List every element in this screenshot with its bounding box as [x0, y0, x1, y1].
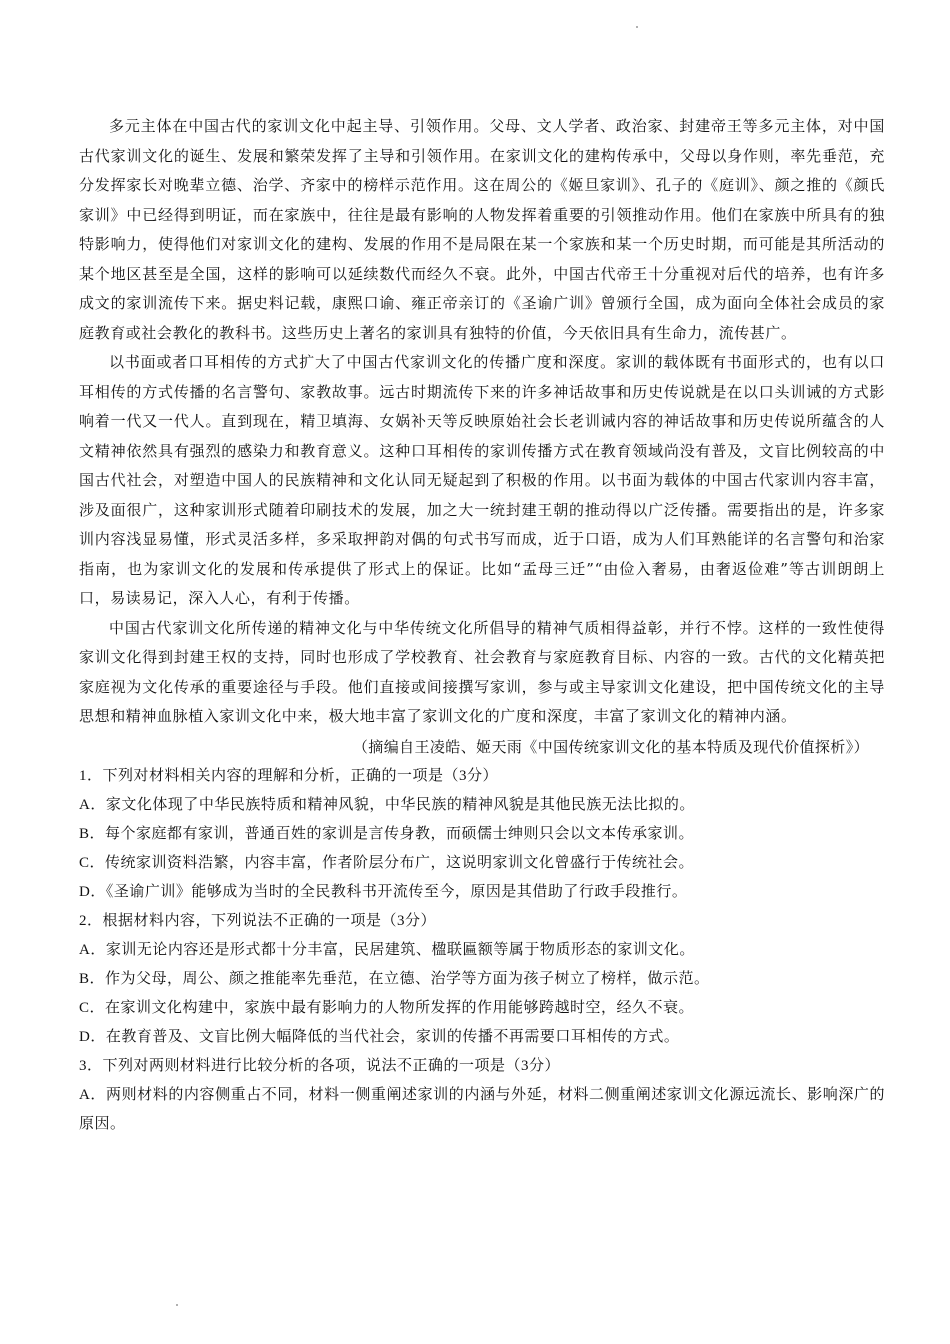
option-d: D．在教育普及、文盲比例大幅降低的当代社会，家训的传播不再需要口耳相传的方式。 — [79, 1028, 680, 1045]
passage-paragraph-3: 中国古代家训文化所传递的精神文化与中华传统文化所倡导的精神气质相得益彰，并行不悖。这样的一致性使得家训文化得到封建王权的支持，同时也形成了学校教育、社会教育与家庭教育目标、内容的一致。古代的文化精英把家庭视为文化传承的重要途径与手段。他们直接或间接撰写家训，参与或主导家训文化建设，把中国传统文化的主导思想和精神血脉植入家训文化中来，极大地丰富了家训文化的广度和深度，丰富了家训文化的精神内涵。 — [79, 618, 885, 725]
passage-source: （摘编自王凌皓、姬天雨《中国传统家训文化的基本特质及现代价值探析》） — [352, 737, 869, 756]
passage-paragraph-2: 以书面或者口耳相传的方式扩大了中国古代家训文化的传播广度和深度。家训的载体既有书面形式的，也有以口耳相传的方式传播的名言警句、家教故事。远古时期流传下来的许多神话故事和历史传说就是在以口头训诫的方式影响着一代又一代人。直到现在，精卫填海、女娲补天等反映原始社会长老训诫内容的神话故事和历史传说所蕴含的人文精神依然具有强烈的感染力和教育意义。这种口耳相传的家训传播方式在教育领域尚没有普及，文盲比例较高的中国古代社会，对塑造中国人的民族精神和文化认同无疑起到了积极的作用。以书面为载体的中国古代家训内容丰富，涉及面很广，这种家训形式随着印刷技术的发展，加之大一统封建王朝的推动得以广泛传播。需要指出的是，许多家训内容浅显易懂，形式灵活多样，多采取押韵对偶的句式书写而成，近于口语，成为人们耳熟能详的名言警句和治家指南，也为家训文化的发展和传承提供了形式上的保证。比如“孟母三迁”“由俭入奢易，由奢返俭难”等古训朗朗上口，易读易记，深入人心，有利于传播。 — [79, 353, 885, 607]
reading-passage — [79, 112, 885, 762]
question-stem: 1．下列对材料相关内容的理解和分析，正确的一项是（3分） — [79, 767, 499, 784]
option-c: C．在家训文化构建中，家族中最有影响力的人物所发挥的作用能够跨越时空，经久不衰。 — [79, 999, 695, 1016]
option-a: A．两则材料的内容侧重占不同，材料一侧重阐述家训的内涵与外延，材料二侧重阐述家训文化源远流长、影响深广的原因。 — [79, 1086, 885, 1132]
question-1 — [79, 762, 885, 907]
option-a: A．家文化体现了中华民族特质和精神风貌，中华民族的精神风貌是其他民族无法比拟的。 — [79, 796, 695, 813]
question-3 — [79, 1052, 885, 1139]
scan-speck — [636, 26, 638, 28]
passage-paragraph-1: 多元主体在中国古代的家训文化中起主导、引领作用。父母、文人学者、政治家、封建帝王等多元主体，对中国古代家训文化的诞生、发展和繁荣发挥了主导和引领作用。在家训文化的建构传承中，父母以身作则，率先垂范，充分发挥家长对晚辈立德、治学、齐家中的榜样示范作用。这在周公的《姬旦家训》、孔子的《庭训》、颜之推的《颜氏家训》中已经得到明证，而在家族中，往往是最有影响的人物发挥着重要的引领推动作用。他们在家族中所具有的独特影响力，使得他们对家训文化的建构、发展的作用不是局限在某一个家族和某一个历史时期，而可能是其所活动的某个地区甚至是全国，这样的影响可以延续数代而经久不衰。此外，中国古代帝王十分重视对后代的培养，也有许多成文的家训流传下来。据史料记载，康熙口谕、雍正帝亲订的《圣谕广训》曾颁行全国，成为面向全体社会成员的家庭教育或社会教化的教科书。这些历史上著名的家训具有独特的价值，今天依旧具有生命力，流传甚广。 — [79, 117, 885, 342]
question-stem: 3．下列对两则材料进行比较分析的各项，说法不正确的一项是（3分） — [79, 1057, 561, 1074]
option-d: D．《圣谕广训》能够成为当时的全民教科书开流传至今，原因是其借助了行政手段推行。 — [79, 883, 688, 900]
option-b: B．作为父母，周公、颜之推能率先垂范，在立德、治学等方面为孩子树立了榜样，做示范。 — [79, 970, 710, 987]
page-content — [79, 112, 885, 1139]
question-stem: 2．根据材料内容，下列说法不正确的一项是（3分） — [79, 912, 437, 929]
option-a: A．家训无论内容还是形式都十分丰富，民居建筑、楹联匾额等属于物质形态的家训文化。 — [79, 941, 695, 958]
scan-speck — [176, 1304, 178, 1306]
option-b: B．每个家庭都有家训，普通百姓的家训是言传身教，而硕儒士绅则只会以文本传承家训。 — [79, 825, 695, 842]
option-c: C．传统家训资料浩繁，内容丰富，作者阶层分布广，这说明家训文化曾盛行于传统社会。 — [79, 854, 695, 871]
question-2 — [79, 907, 885, 1052]
